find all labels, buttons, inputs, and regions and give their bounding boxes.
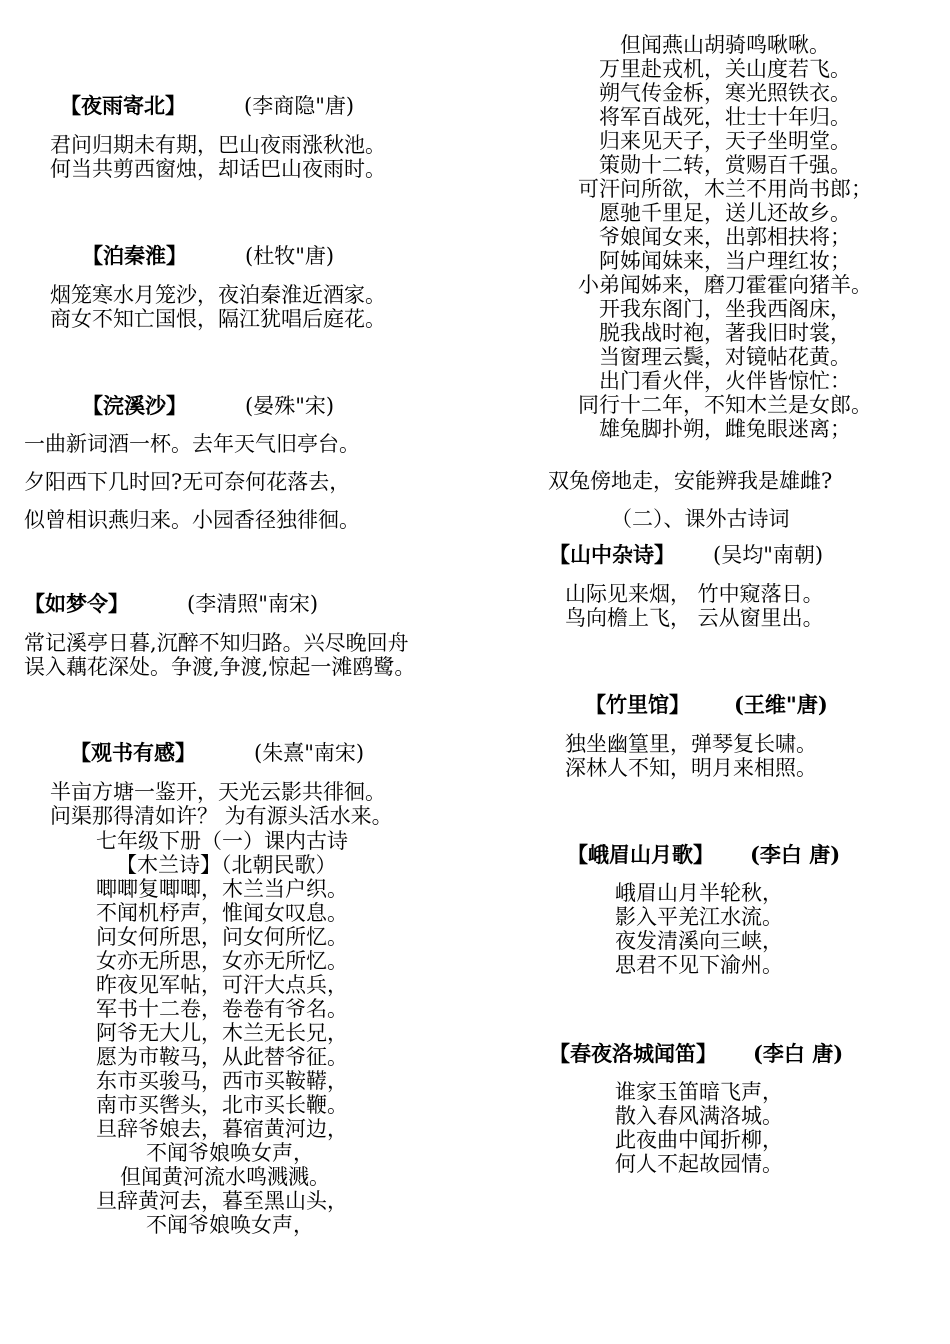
poem-line: 将军百战死，壮士十年归。 (599, 105, 851, 129)
poem-line: 谁家玉笛暗飞声， (615, 1080, 783, 1104)
poem-line: 当窗理云鬓，对镜帖花黄。 (599, 345, 851, 369)
poem-author: (李商隐"唐) (244, 94, 355, 118)
poem-line: 策勋十二转，赏赐百千强。 (599, 153, 851, 177)
poem-lines (50, 283, 386, 331)
poem-line: 同行十二年，不知木兰是女郎。 (578, 393, 872, 417)
poem-line: 误入藕花深处。争渡,争渡,惊起一滩鸥鹭。 (24, 655, 416, 679)
poem-line: 愿为市鞍马，从此替爷征。 (96, 1045, 348, 1069)
poem-line: 昨夜见军帖，可汗大点兵， (96, 973, 348, 997)
poem-author: (朱熹"南宋) (254, 741, 365, 765)
poem-name: 【如梦令】 (24, 591, 129, 616)
poem-line: 但闻燕山胡骑鸣啾啾。 (620, 33, 830, 57)
poem-line: 深林人不知，明月来相照。 (565, 756, 817, 780)
poem-name: 【泊秦淮】 (82, 243, 187, 268)
poem-line: 夜发清溪向三峡， (615, 929, 783, 953)
poem-lines (565, 732, 817, 780)
poem-lines (615, 1080, 783, 1176)
poem-line: 出门看火伴，火伴皆惊忙： (599, 369, 851, 393)
poem-author: (王维"唐) (734, 692, 828, 717)
poem-name: 【浣溪沙】 (82, 393, 187, 418)
poem-line: 军书十二卷，卷卷有爷名。 (96, 997, 348, 1021)
poem-title (82, 244, 334, 268)
poem-lines (24, 631, 415, 679)
poem-name: 【观书有感】 (70, 740, 196, 765)
poem-line: 问女何所思，问女何所忆。 (96, 925, 348, 949)
poem-line: 何人不起故园情。 (615, 1152, 783, 1176)
poem-name: 【春夜洛城闻笛】 (549, 1041, 717, 1066)
poem-line: 山际见来烟， 竹中窥落日。 (565, 582, 824, 606)
poem-line: 归来见天子，天子坐明堂。 (599, 129, 851, 153)
right-column (475, 0, 950, 1344)
poem-line: 问渠那得清如许？ 为有源头活水来。 (50, 804, 393, 828)
poem-author: (李白 唐) (753, 1041, 844, 1066)
poem-line: 旦辞黄河去，暮至黑山头， (96, 1189, 348, 1213)
poem-line: 东市买骏马，西市买鞍鞯， (96, 1069, 348, 1093)
poem-line: 阿姊闻妹来，当户理红妆； (599, 249, 851, 273)
poem-line: 雄兔脚扑朔，雌兔眼迷离； (599, 417, 851, 441)
poem-line: 唧唧复唧唧，木兰当户织。 (96, 877, 348, 901)
poem-line: 脱我战时袍，著我旧时裳， (599, 321, 851, 345)
poem-line: 半亩方塘一鉴开，天光云影共徘徊。 (50, 780, 386, 804)
poem-title (60, 94, 354, 118)
poem-name: 【夜雨寄北】 (60, 93, 186, 118)
poem-line: 一曲新词酒一杯。去年天气旧亭台。 (24, 432, 360, 456)
poem-line: 旦辞爷娘去，暮宿黄河边， (96, 1117, 348, 1141)
poem-line: 常记溪亭日暮,沉醉不知归路。兴尽晚回舟 (24, 631, 409, 655)
poem-line: 散入春风满洛城。 (615, 1104, 783, 1128)
poem-line: 影入平羌江水流。 (615, 905, 783, 929)
poem-line: 不闻机杼声，惟闻女叹息。 (96, 901, 348, 925)
poem-name: 【峨眉山月歌】 (567, 842, 714, 867)
poem-title (549, 1042, 843, 1066)
poem-title (585, 693, 828, 717)
poem-line: 峨眉山月半轮秋， (615, 881, 783, 905)
poem-lines (615, 881, 783, 977)
poem-line: 不闻爷娘唤女声， (146, 1213, 314, 1237)
poem-title (82, 394, 334, 418)
poem-title (24, 592, 318, 616)
mulan-title: 【木兰诗】（北朝民歌） (116, 853, 337, 877)
poem-title (70, 741, 364, 765)
poem-line: 可汗问所欲，木兰不用尚书郎； (578, 177, 872, 201)
poem-author: (李白 唐) (750, 842, 841, 867)
poem-author: (晏殊"宋) (245, 394, 335, 418)
mulan-lines-part2 (515, 33, 935, 441)
poem-line: 小弟闻姊来，磨刀霍霍向猪羊。 (578, 273, 872, 297)
section-heading: 七年级下册（一）课内古诗 (96, 829, 348, 853)
poem-line: 愿驰千里足，送儿还故乡。 (599, 201, 851, 225)
poem-line: 鸟向檐上飞， 云从窗里出。 (565, 606, 824, 630)
poem-line: 阿爷无大儿，木兰无长兄， (96, 1021, 348, 1045)
poem-line: 爷娘闻女来，出郭相扶将； (599, 225, 851, 249)
poem-line: 此夜曲中闻折柳， (615, 1128, 783, 1152)
poem-line: 南市买辔头，北市买长鞭。 (96, 1093, 348, 1117)
poem-author: (吴均"南朝) (713, 543, 824, 567)
poem-line: 开我东阁门，坐我西阁床， (599, 297, 851, 321)
poem-title (549, 543, 823, 567)
poem-lines (50, 780, 393, 828)
poem-line: 女亦无所思，女亦无所忆。 (96, 949, 348, 973)
poem-lines (565, 582, 824, 630)
poem-line: 烟笼寒水月笼沙，夜泊秦淮近酒家。 (50, 283, 386, 307)
poem-name: 【山中杂诗】 (549, 542, 675, 567)
poem-line: 似曾相识燕归来。小园香径独徘徊。 (24, 508, 360, 532)
poem-line: 商女不知亡国恨，隔江犹唱后庭花。 (50, 307, 386, 331)
section-heading: （二）、课外古诗词 (611, 507, 790, 531)
poem-lines (24, 425, 360, 539)
poem-author: (李清照"南宋) (187, 592, 319, 616)
mulan-last-line: 双兔傍地走，安能辨我是雄雌? (548, 469, 833, 493)
poem-line: 朔气传金柝，寒光照铁衣。 (599, 81, 851, 105)
poem-line: 万里赴戎机，关山度若飞。 (599, 57, 851, 81)
poem-title (567, 843, 840, 867)
poem-line: 独坐幽篁里，弹琴复长啸。 (565, 732, 817, 756)
poem-line: 夕阳西下几时回?无可奈何花落去， (24, 470, 351, 494)
poem-lines (50, 133, 386, 181)
mulan-lines-part1 (96, 877, 348, 1237)
poem-line: 何当共剪西窗烛，却话巴山夜雨时。 (50, 157, 386, 181)
poem-name: 【竹里馆】 (585, 692, 690, 717)
poem-line: 君问归期未有期，巴山夜雨涨秋池。 (50, 133, 386, 157)
poem-line: 不闻爷娘唤女声， (146, 1141, 314, 1165)
poem-line: 但闻黄河流水鸣溅溅。 (120, 1165, 330, 1189)
poem-author: (杜牧"唐) (245, 244, 335, 268)
poem-line: 思君不见下渝州。 (615, 953, 783, 977)
